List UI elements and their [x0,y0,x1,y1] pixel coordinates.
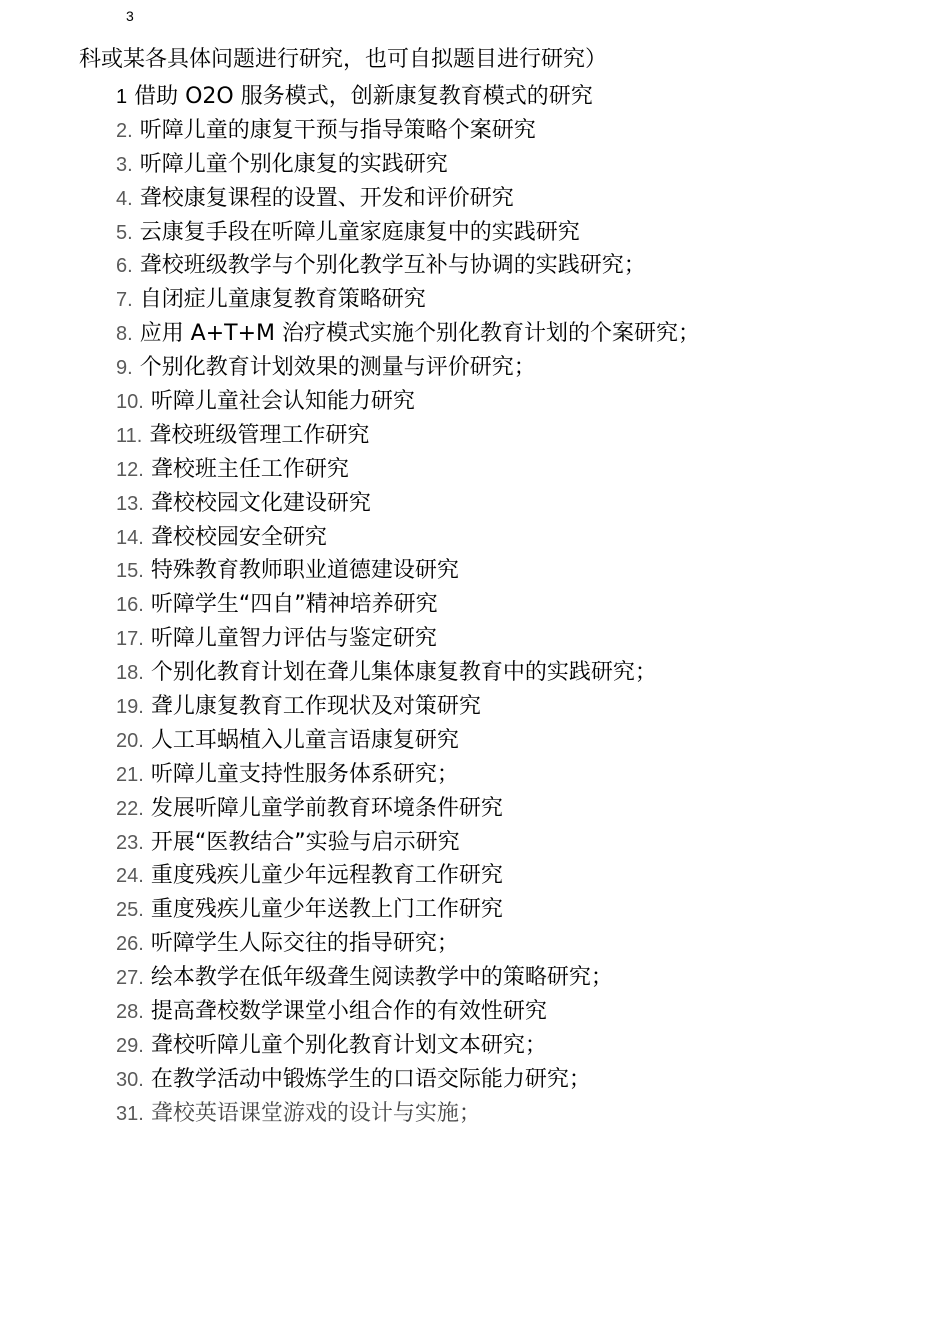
topic-item-28 [116,995,700,1029]
topic-text: 发展听障儿童学前教育环境条件研究 [150,795,503,821]
topic-text: 听障儿童个别化康复的实践研究 [139,151,448,177]
topic-item-24 [116,859,700,893]
topic-item-4 [116,182,700,216]
topic-number: 27. [116,967,144,990]
topic-text: 重度残疾儿童少年送教上门工作研究 [150,897,503,923]
topic-item-13 [116,487,700,521]
topic-item-2 [116,114,700,148]
page-number: 3 [126,8,134,24]
topic-number: 30. [116,1068,144,1091]
topic-number: 21. [116,763,144,786]
topic-item-27 [116,961,700,995]
intro-line: 科或某各具体问题进行研究，也可自拟题目进行研究） [79,47,608,72]
topic-item-14 [116,521,700,555]
topic-number: 12. [116,458,144,481]
topic-number: 26. [116,933,144,956]
topic-item-19 [116,690,700,724]
topic-number: 25. [116,899,144,922]
topic-item-30 [116,1063,700,1097]
topic-item-17 [116,622,700,656]
topic-text: 听障学生人际交往的指导研究； [150,931,459,957]
topic-item-3 [116,148,700,182]
topic-item-26 [116,927,700,961]
topic-item-7 [116,283,700,317]
topic-text: 重度残疾儿童少年远程教育工作研究 [150,863,503,889]
topic-item-21 [116,758,700,792]
topic-number: 17. [116,628,144,651]
topic-item-22 [116,792,700,826]
topic-text: 绘本教学在低年级聋生阅读教学中的策略研究； [150,965,613,991]
topic-text: 开展“医教结合”实验与启示研究 [150,829,460,855]
topic-item-29 [116,1029,700,1063]
research-topic-list [116,80,700,1131]
topic-text: 借助 O2O 服务模式，创新康复教育模式的研究 [134,84,593,109]
topic-text: 听障儿童社会认知能力研究 [150,389,415,415]
topic-item-9 [116,351,700,385]
topic-text: 人工耳蜗植入儿童言语康复研究 [150,727,459,753]
topic-number: 19. [116,696,144,719]
topic-number: 10. [116,391,144,414]
topic-item-10 [116,385,700,419]
topic-item-23 [116,826,700,860]
topic-number: 8. [116,323,133,346]
topic-number: 4. [116,187,133,210]
topic-number: 15. [116,560,144,583]
topic-number: 3. [116,153,133,176]
topic-text: 个别化教育计划效果的测量与评价研究； [139,355,536,381]
topic-item-16 [116,588,700,622]
topic-item-15 [116,554,700,588]
topic-number: 9. [116,357,133,380]
topic-number: 5. [116,221,133,244]
topic-item-31 [116,1097,700,1131]
topic-item-18 [116,656,700,690]
topic-text: 提高聋校数学课堂小组合作的有效性研究 [150,999,547,1025]
topic-text: 聋校校园文化建设研究 [150,490,371,516]
topic-text: 特殊教育教师职业道德建设研究 [150,558,459,584]
topic-text: 聋校校园安全研究 [150,524,327,550]
topic-item-12 [116,453,700,487]
topic-number: 7. [116,289,133,312]
topic-item-20 [116,724,700,758]
topic-text: 听障儿童的康复干预与指导策略个案研究 [139,117,536,143]
topic-number: 18. [116,662,144,685]
topic-text: 听障学生“四自”精神培养研究 [150,592,438,618]
topic-text: 云康复手段在听障儿童家庭康复中的实践研究 [139,219,580,245]
topic-text: 聋儿康复教育工作现状及对策研究 [150,694,481,720]
topic-number: 28. [116,1001,144,1024]
topic-text: 聋校康复课程的设置、开发和评价研究 [139,185,514,211]
topic-text: 应用 A+T+M 治疗模式实施个别化教育计划的个案研究； [139,321,701,347]
topic-item-25 [116,893,700,927]
topic-text: 聋校英语课堂游戏的设计与实施； [150,1100,481,1126]
topic-text: 听障儿童支持性服务体系研究； [150,761,459,787]
topic-text: 聋校听障儿童个别化教育计划文本研究； [150,1032,547,1058]
topic-number: 22. [116,797,144,820]
topic-number: 16. [116,594,144,617]
topic-number: 24. [116,865,144,888]
topic-number: 29. [116,1034,144,1057]
topic-number: 13. [116,492,144,515]
topic-text: 听障儿童智力评估与鉴定研究 [150,626,437,652]
topic-text: 自闭症儿童康复教育策略研究 [139,287,426,313]
topic-number: 1 [116,86,128,108]
topic-text: 聋校班级管理工作研究 [149,422,370,448]
topic-item-1 [116,80,700,114]
topic-number: 6. [116,255,133,278]
topic-number: 31. [116,1102,144,1125]
topic-item-11 [116,419,700,453]
topic-item-5 [116,216,700,250]
topic-text: 在教学活动中锻炼学生的口语交际能力研究； [150,1066,591,1092]
topic-text: 个别化教育计划在聋儿集体康复教育中的实践研究； [150,660,657,686]
topic-item-8 [116,317,700,351]
topic-item-6 [116,249,700,283]
topic-number: 14. [116,526,144,549]
topic-text: 聋校班主任工作研究 [150,456,349,482]
topic-number: 23. [116,831,144,854]
topic-number: 11. [116,424,143,447]
topic-text: 聋校班级教学与个别化教学互补与协调的实践研究； [139,253,646,279]
topic-number: 2. [116,119,133,142]
topic-number: 20. [116,729,144,752]
